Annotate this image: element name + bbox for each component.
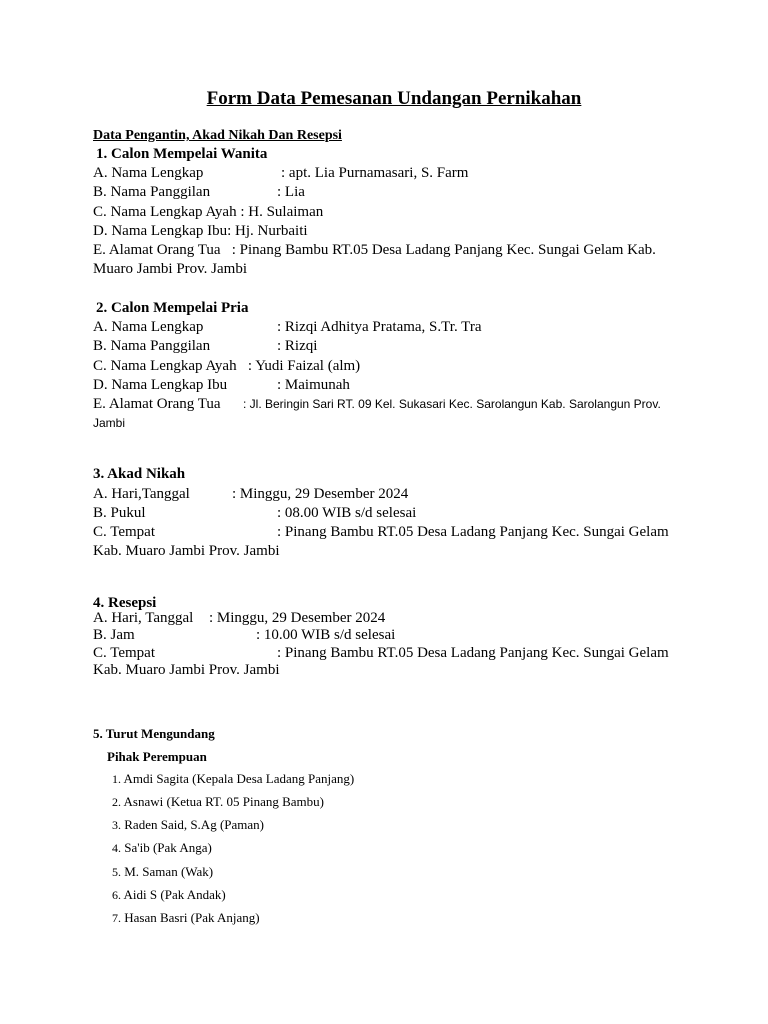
bride-father-label: C. Nama Lengkap Ayah	[93, 204, 237, 220]
akad-time-value: : 08.00 WIB s/d selesai	[277, 505, 417, 521]
akad-place-row	[93, 523, 669, 542]
bride-full-name-value: : apt. Lia Purnamasari, S. Farm	[281, 165, 469, 181]
akad-date-label: A. Hari,Tanggal	[93, 486, 190, 502]
list-item-number: 2.	[112, 795, 121, 809]
groom-father-label: C. Nama Lengkap Ayah	[93, 358, 237, 374]
list-item	[112, 770, 354, 788]
resepsi-time-label: B. Jam	[93, 627, 135, 643]
groom-father-value: : Yudi Faizal (alm)	[247, 358, 361, 374]
resepsi-time-row	[93, 626, 395, 645]
groom-mother-label: D. Nama Lengkap Ibu	[93, 377, 228, 393]
akad-place-label: C. Tempat	[93, 524, 155, 540]
resepsi-place-value: : Pinang Bambu RT.05 Desa Ladang Panjang Kec. Sungai Gelam	[277, 645, 669, 661]
groom-parents-address-row	[93, 395, 661, 414]
bride-mother-value: : Hj. Nurbaiti	[227, 223, 308, 239]
resepsi-date-label: A. Hari, Tanggal	[93, 610, 194, 626]
akad-heading: 3. Akad Nikah	[93, 466, 186, 482]
bride-parents-address-value: : Pinang Bambu RT.05 Desa Ladang Panjang Kec. Sungai Gelam Kab.	[231, 242, 656, 258]
groom-heading: 2. Calon Mempelai Pria	[96, 300, 249, 316]
groom-full-name-label: A. Nama Lengkap	[93, 319, 204, 335]
list-item	[112, 839, 212, 857]
list-item	[112, 816, 264, 834]
bride-parents-address-cont: Muaro Jambi Prov. Jambi	[93, 261, 248, 277]
bride-father-value: : H. Sulaiman	[240, 204, 324, 220]
list-item-text: Raden Said, S.Ag (Paman)	[124, 817, 264, 832]
akad-time-row	[93, 504, 416, 523]
bride-mother-label: D. Nama Lengkap Ibu	[93, 223, 228, 239]
akad-date-row	[93, 485, 408, 504]
resepsi-place-cont: Kab. Muaro Jambi Prov. Jambi	[93, 662, 280, 678]
list-item	[112, 863, 213, 881]
document-title: Form Data Pemesanan Undangan Pernikahan	[206, 88, 582, 109]
list-item-number: 3.	[112, 818, 121, 832]
bride-father-row	[93, 203, 323, 222]
akad-date-value: : Minggu, 29 Desember 2024	[232, 486, 409, 502]
groom-nickname-row	[93, 337, 317, 356]
groom-mother-row	[93, 376, 350, 395]
resepsi-heading: 4. Resepsi	[93, 595, 157, 611]
groom-nickname-value: : Rizqi	[277, 338, 318, 354]
groom-parents-address-value: : Jl. Beringin Sari RT. 09 Kel. Sukasari Kec. Sarolangun Kab. Sarolangun Prov.	[243, 397, 661, 411]
groom-parents-address-cont: Jambi	[93, 416, 126, 430]
list-item-number: 5.	[112, 865, 121, 879]
list-item-text: Asnawi (Ketua RT. 05 Pinang Bambu)	[123, 794, 324, 809]
list-item-text: Sa'ib (Pak Anga)	[124, 840, 212, 855]
bride-full-name-label: A. Nama Lengkap	[93, 165, 204, 181]
invitees-subheading: Pihak Perempuan	[107, 749, 207, 764]
bride-parents-address-label: E. Alamat Orang Tua	[93, 242, 221, 258]
groom-parents-address-label: E. Alamat Orang Tua	[93, 396, 221, 412]
invitees-heading: 5. Turut Mengundang	[93, 726, 215, 741]
bride-parents-address-row	[93, 241, 656, 260]
list-item	[112, 886, 226, 904]
list-item-number: 4.	[112, 841, 121, 855]
list-item-text: Aidi S (Pak Andak)	[123, 887, 226, 902]
groom-father-row	[93, 357, 360, 376]
list-item-number: 1.	[112, 772, 121, 786]
akad-time-label: B. Pukul	[93, 505, 146, 521]
list-item-text: Amdi Sagita (Kepala Desa Ladang Panjang)	[123, 771, 355, 786]
list-item	[112, 909, 260, 927]
resepsi-date-value: : Minggu, 29 Desember 2024	[209, 610, 386, 626]
main-section-heading: Data Pengantin, Akad Nikah Dan Resepsi	[93, 128, 342, 143]
list-item-number: 6.	[112, 888, 121, 902]
groom-nickname-label: B. Nama Panggilan	[93, 338, 211, 354]
groom-full-name-value: : Rizqi Adhitya Pratama, S.Tr. Tra	[277, 319, 482, 335]
bride-heading: 1. Calon Mempelai Wanita	[96, 146, 268, 162]
groom-full-name-row	[93, 318, 481, 337]
bride-nickname-label: B. Nama Panggilan	[93, 184, 211, 200]
list-item	[112, 793, 324, 811]
resepsi-place-label: C. Tempat	[93, 645, 155, 661]
akad-place-cont: Kab. Muaro Jambi Prov. Jambi	[93, 543, 280, 559]
list-item-number: 7.	[112, 911, 121, 925]
groom-mother-value: : Maimunah	[277, 377, 350, 393]
bride-nickname-value: : Lia	[277, 184, 305, 200]
list-item-text: Hasan Basri (Pak Anjang)	[124, 910, 260, 925]
resepsi-time-value: : 10.00 WIB s/d selesai	[256, 627, 396, 643]
bride-full-name-row	[93, 164, 468, 183]
bride-mother-row	[93, 222, 308, 241]
list-item-text: M. Saman (Wak)	[124, 864, 214, 879]
bride-nickname-row	[93, 183, 305, 202]
akad-place-value: : Pinang Bambu RT.05 Desa Ladang Panjang Kec. Sungai Gelam	[277, 524, 669, 540]
